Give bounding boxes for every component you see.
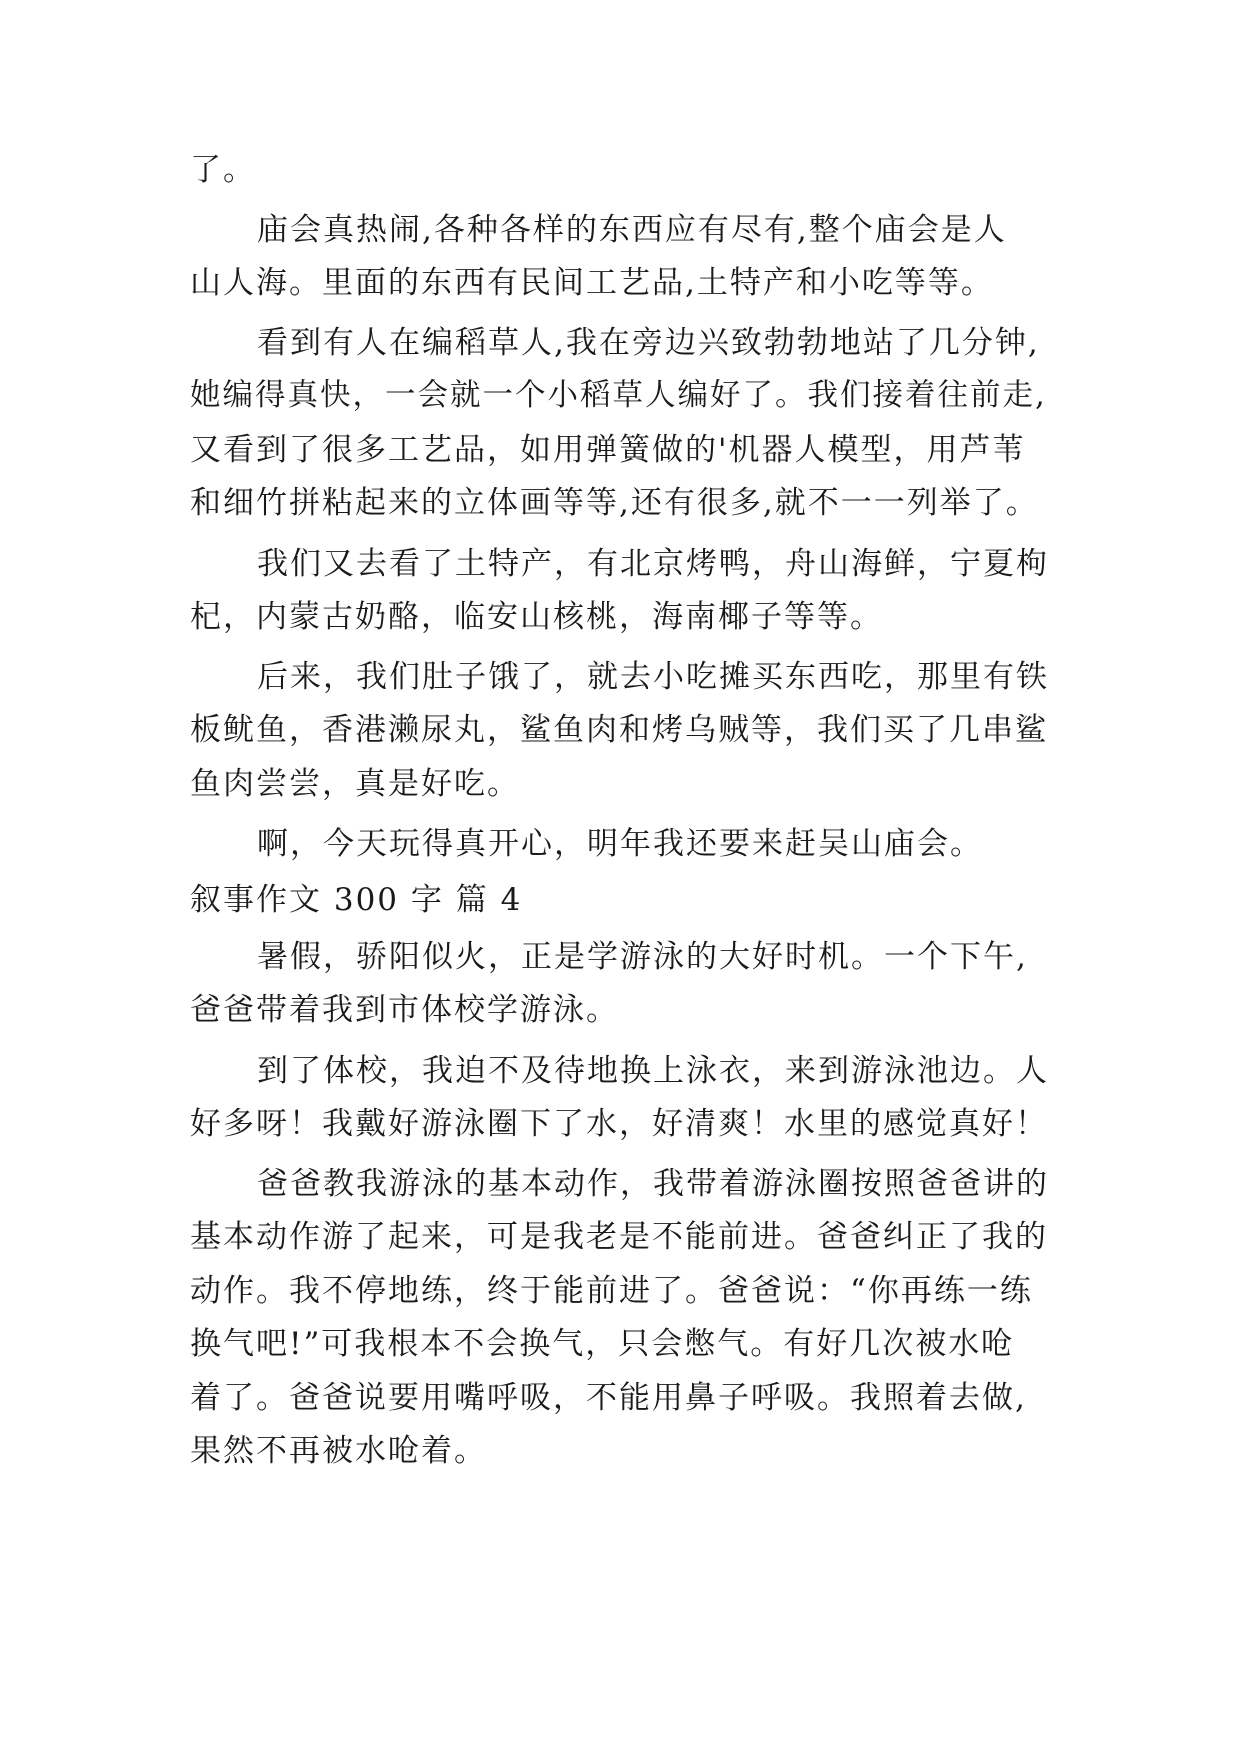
paragraph-line: 庙会真热闹,各种各样的东西应有尽有,整个庙会是人	[257, 212, 1007, 248]
paragraph-line: 到了体校，我迫不及待地换上泳衣，来到游泳池边。人	[257, 1053, 1049, 1089]
text-line: 山人海。里面的东西有民间工艺品,土特产和小吃等等。	[190, 265, 994, 301]
paragraph-line: 爸爸教我游泳的基本动作，我带着游泳圈按照爸爸讲的	[257, 1166, 1049, 1202]
section-heading: 叙事作文 300 字 篇 4	[190, 882, 523, 918]
paragraph-line: 暑假，骄阳似火，正是学游泳的大好时机。一个下午,	[257, 939, 1028, 975]
text-line: 她编得真快，一会就一个小稻草人编好了。我们接着往前走,	[190, 378, 1047, 413]
text-line: 基本动作游了起来，可是我老是不能前进。爸爸纠正了我的	[190, 1219, 1048, 1255]
text-line: 好多呀！我戴好游泳圈下了水，好清爽！水里的感觉真好！	[190, 1106, 1048, 1142]
text-line: 了。	[190, 152, 256, 188]
text-line: 动作。我不停地练，终于能前进了。爸爸说：“你再练一练	[190, 1273, 1033, 1309]
text-line: 着了。爸爸说要用嘴呼吸，不能用鼻子呼吸。我照着去做,	[190, 1380, 1027, 1416]
paragraph-line: 啊，今天玩得真开心，明年我还要来赶吴山庙会。	[257, 826, 983, 862]
text-line: 爸爸带着我到市体校学游泳。	[190, 992, 619, 1028]
text-line: 果然不再被水呛着。	[190, 1433, 487, 1469]
text-line: 换气吧!”可我根本不会换气，只会憋气。有好几次被水呛	[190, 1326, 1015, 1362]
text-line: 杞，内蒙古奶酪，临安山核桃，海南椰子等等。	[190, 599, 883, 635]
text-line: 和细竹拼粘起来的立体画等等,还有很多,就不一一列举了。	[190, 485, 1039, 521]
paragraph-line: 后来，我们肚子饿了，就去小吃摊买东西吃，那里有铁	[257, 659, 1049, 695]
paragraph-line: 看到有人在编稻草人,我在旁边兴致勃勃地站了几分钟,	[257, 325, 1040, 361]
text-line: 板鱿鱼，香港濑尿丸，鲨鱼肉和烤乌贼等，我们买了几串鲨	[190, 712, 1048, 748]
paragraph-line: 我们又去看了土特产，有北京烤鸭，舟山海鲜，宁夏枸	[257, 546, 1049, 582]
text-line: 又看到了很多工艺品，如用弹簧做的'机器人模型，用芦苇	[190, 432, 1026, 468]
text-line: 鱼肉尝尝，真是好吃。	[190, 766, 520, 802]
